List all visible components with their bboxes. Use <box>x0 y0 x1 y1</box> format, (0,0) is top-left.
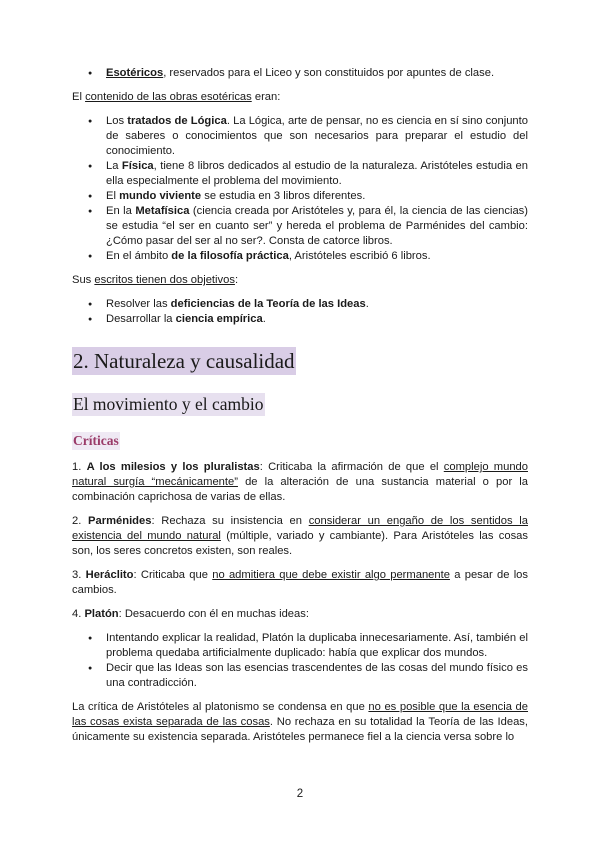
text: , tiene 8 libros dedicados al estudio de la naturaleza. Aristóteles estudia en ella especialmente el problema del movimiento. <box>106 160 528 187</box>
paragraph-critica-3 <box>72 568 528 598</box>
term-esotericos: Esotéricos <box>106 67 164 79</box>
text: 4. <box>72 608 85 620</box>
underlined-text: complejo mundo natural surgía “mecánicamente” <box>72 461 528 488</box>
heading-1-wrap <box>72 347 528 375</box>
bold-text: ciencia empírica <box>175 313 263 325</box>
bold-text: Heráclito <box>85 569 134 581</box>
text: 3. <box>72 569 86 581</box>
list-item <box>72 249 528 264</box>
paragraph-critica-2 <box>72 514 528 559</box>
text: La <box>106 160 122 172</box>
list-contenido <box>72 114 528 264</box>
text: Desarrollar la <box>106 313 176 325</box>
text: a pesar de los cambios. <box>72 569 528 596</box>
text: La crítica de Aristóteles al platonismo se condensa en que <box>72 701 369 713</box>
text: Sus <box>72 274 95 286</box>
paragraph-objetivos <box>72 273 528 288</box>
text: de la alteración de una sustancia material o por la combinación caprichosa de varias de ellas. <box>72 476 528 503</box>
text: El <box>106 190 120 202</box>
text: En el ámbito <box>106 250 172 262</box>
underlined-text: no es posible que la esencia de las cosas exista separada de las cosas <box>72 701 529 728</box>
paragraph-final <box>72 700 528 745</box>
underlined-text: considerar un engaño de los sentidos la existencia del mundo natural <box>72 515 528 542</box>
list-item <box>72 189 528 204</box>
bold-text: A los milesios y los pluralistas <box>86 461 260 473</box>
heading-1: 2. Naturaleza y causalidad <box>73 349 295 373</box>
list-item: ● Intentando explicar la realidad, Platón la duplicaba innecesariamente. Así, también el problema quedaba artificialmente duplicado: había que explicar dos mundos. <box>72 631 528 661</box>
bold-text: deficiencias de la Teoría de las Ideas <box>170 298 366 310</box>
text: : Criticaba que <box>133 569 213 581</box>
item-text: , reservados para el Liceo y son constituidos por apuntes de clase. <box>163 67 495 79</box>
text: : Criticaba la afirmación de que el <box>259 461 444 473</box>
list-platon <box>72 631 528 691</box>
text: Los <box>106 115 128 127</box>
text: . No rechaza en su totalidad la Teoría de las Ideas, únicamente su existencia separada. Aristóteles permanece fiel a la ciencia versa sobre lo <box>72 716 528 743</box>
text: : Rechaza su insistencia en <box>151 515 309 527</box>
list-item <box>72 312 528 327</box>
text: 1. <box>72 461 87 473</box>
text: se estudia en 3 libros diferentes. <box>201 190 366 202</box>
bold-text: Platón <box>84 608 119 620</box>
heading-2: El movimiento y el cambio <box>73 394 264 414</box>
paragraph-critica-1 <box>72 460 528 505</box>
bold-text: Parménides <box>88 515 152 527</box>
text: El <box>72 91 86 103</box>
document-page <box>72 66 528 745</box>
text: eran: <box>251 91 281 103</box>
text: (ciencia creada por Aristóteles y, para él, la ciencia de las ciencias) se estudia “el ser en cuanto ser” y hereda el problema de Parménides del cambio: ¿Cómo pasar del ser al no ser?. Consta de catorce libros. <box>106 205 529 247</box>
text: Resolver las <box>106 298 171 310</box>
list-objetivos <box>72 297 528 327</box>
text: . La Lógica, arte de pensar, no es ciencia en sí sino conjunto de saberes o conocimientos que son necesarios para preparar el estudio del conocimiento. <box>106 115 528 157</box>
bold-text: de la filosofía práctica <box>171 250 289 262</box>
list-item-esotericos <box>72 66 528 81</box>
underlined-text: escritos tienen dos objetivos <box>94 274 235 286</box>
bold-text: Metafísica <box>135 205 190 217</box>
paragraph-critica-4 <box>72 607 528 622</box>
text: , Aristóteles escribió 6 libros. <box>288 250 431 262</box>
text: 2. <box>72 515 89 527</box>
list-item <box>72 297 528 312</box>
text: : <box>234 274 239 286</box>
bold-text: mundo viviente <box>119 190 202 202</box>
bold-text: tratados de Lógica <box>127 115 227 127</box>
text: En la <box>106 205 136 217</box>
text: . <box>262 313 266 325</box>
heading-3-wrap <box>72 432 528 450</box>
underlined-text: no admitiera que debe existir algo permanente <box>212 569 450 581</box>
bold-text: Física <box>121 160 154 172</box>
heading-2-wrap <box>72 393 528 416</box>
text: : Desacuerdo con él en muchas ideas: <box>118 608 309 620</box>
page-number: 2 <box>296 788 304 800</box>
text: (múltiple, variado y cambiante). Para Aristóteles las cosas son, los seres concretos existen, son reales. <box>72 530 528 557</box>
list-item <box>72 204 528 249</box>
list-item: ● Decir que las Ideas son las esencias trascendentes de las cosas del mundo físico es una contradicción. <box>72 661 528 691</box>
list-item <box>72 159 528 189</box>
text: . <box>365 298 369 310</box>
list-obras <box>72 66 528 81</box>
list-item <box>72 114 528 159</box>
paragraph-contenido <box>72 90 528 105</box>
heading-3: Críticas <box>73 433 119 448</box>
underlined-text: contenido de las obras esotéricas <box>85 91 252 103</box>
